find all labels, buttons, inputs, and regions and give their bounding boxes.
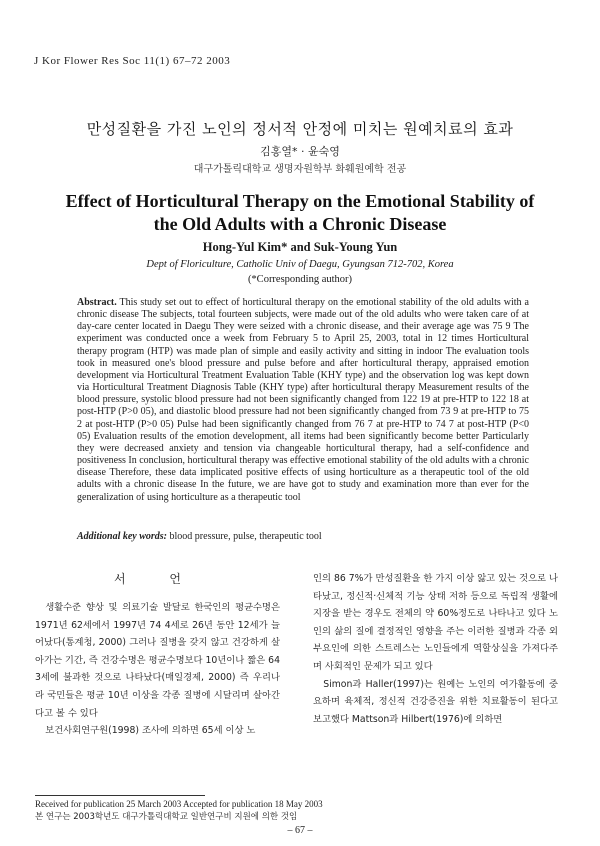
funding-note: 본 연구는 2003학년도 대구가톨릭대학교 일반연구비 지원에 의한 것임 (35, 812, 298, 822)
corresponding-note: (*Corresponding author) (247, 274, 353, 285)
paragraph: 인의 86 7%가 만성질환을 한 가지 이상 앓고 있는 것으로 나타났고, 정신적·신체적 기능 상태 저하 등으로 독립적 생활에 지장을 받는 경우도 전체의 약 60%정도로 나타나고 있다 노인의 삶의 질에 결정적인 영향을 주는 이러한 질병과 각종 외부요인에 의한 스트레스는 노인들에게 역할상실을 가져다주며 사회적인 문제가 되고 있다 (313, 573, 558, 672)
english-authors: Hong-Yul Kim* and Suk-Young Yun (202, 240, 398, 254)
korean-title: 만성질환을 가진 노인의 정서적 안정에 미치는 원예치료의 효과 (86, 120, 514, 138)
received-note: Received for publication 25 March 2003 Accepted for publication 18 May 2003 (35, 799, 323, 809)
english-title: Effect of Horticultural Therapy on the Emotional Stability of the Old Adults with a Chronic Disease (65, 191, 535, 234)
section-heading: 서 언 (114, 572, 201, 586)
paragraph: 보건사회연구원(1998) 조사에 의하면 65세 이상 노 (45, 725, 256, 737)
keywords (77, 531, 529, 542)
abstract-text: This study set out to effect of horticultural therapy on the emotional stability of the old adults with a chronic disease The subjects, total fourteen subjects, were made out of the old adults who were taken care of at day-care center located in Daegu They were seized with a chronic disease, and their average age was 75 9 The experiment was conducted once a week from February 5 to April 25, 2003, total in 12 times Horticultural therapy program (HTP) was made plan of simple and easily activity and sitting in indoor The evaluation tools took in measured one's blood pressure and pulse before and after horticultural therapy, appraised emotion development via Horticultural Treatment Evaluation Table (KHY type) and the observation log was kept down via Horticultural Treatment Diagnosis Table (KHY type) after horticultural therapy Measurement results of the blood pressure, systolic blood pressure had not been significantly changed from 122 19 at pre-HTP to 122 18 at post-HTP (P>0 05), and diastolic blood pressure had not been significantly changed from 73 9 at pre-HTP to 75 2 at post-HTP (P>0 05) Pulse had been significantly changed from 76 7 at pre-HTP to 74 7 at post-HTP (P<0 05) Evaluation results of the emotion development, all items had been significantly become better Particularly they were decreased anxiety and tension via changeable horticultural therapy, had a self-confidence and positiveness In conclusion, horticultural therapy was effective emotional stability of the old adults with a chronic disease Therefore, these data implicated positive effects of using horticulture as a therapeutic tool of the old adults with a chronic disease In the future, we are have got to study and examination more than ever for the generalization of using horticulture as a therapeutic tool (77, 297, 529, 503)
journal-citation: J Kor Flower Res Soc 11(1) 67–72 2003 (34, 55, 231, 67)
abstract (77, 297, 529, 504)
footnotes (35, 798, 565, 824)
left-column (35, 570, 280, 740)
right-column (313, 570, 558, 728)
korean-authors: 김홍열* · 윤숙영 (260, 145, 340, 158)
english-affiliation: Dept of Floriculture, Catholic Univ of Daegu, Gyungsan 712-702, Korea (146, 259, 454, 270)
korean-affiliation: 대구가톨릭대학교 생명자원학부 화훼원예학 전공 (193, 164, 407, 175)
paragraph: Simon과 Haller(1997)는 원예는 노인의 여가활동에 중요하며 육체적, 정신적 건강증진을 위한 치료활동이 된다고 보고했다 Mattson과 Hilbert(1976)에 의하면 (313, 678, 558, 725)
abstract-label: Abstract. (77, 297, 117, 308)
keywords-text: blood pressure, pulse, therapeutic tool (169, 531, 322, 542)
keywords-label: Additional key words: (77, 531, 168, 542)
footnote-divider (35, 795, 205, 796)
paragraph: 생활수준 향상 및 의료기술 발달로 한국인의 평균수명은 1971년 62세에서 1997년 74 4세로 26년 동안 12세가 늘어났다(통계청, 2000) 그러나 질병을 갖지 않고 건강하게 살아가는 기간, 즉 건강수명은 평균수명보다 10년이나 짧은 64 3세에 불과한 것으로 나타났다(매일경제, 2000) 즉 우리나라 국민들은 평균 10년 이상을 각종 질병에 시달리며 살아간다고 볼 수 있다 (35, 602, 280, 719)
page-number: – 67 – (287, 825, 313, 836)
